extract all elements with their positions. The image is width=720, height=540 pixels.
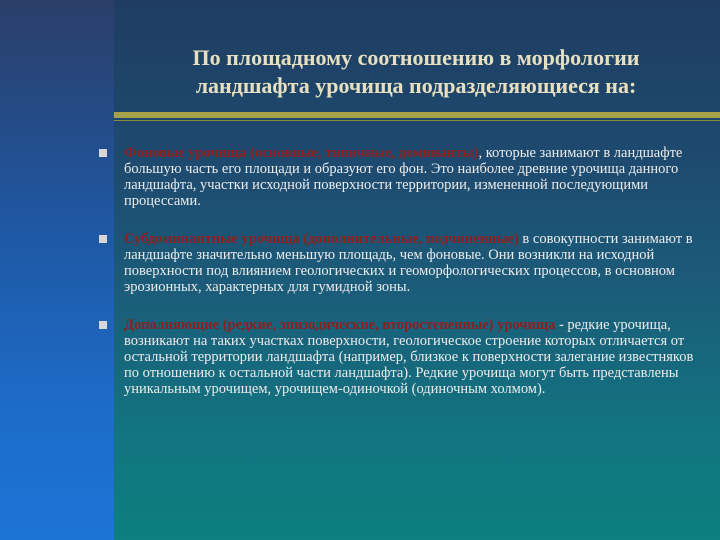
slide-title <box>116 44 716 100</box>
bullet-item <box>96 231 696 295</box>
title-underline <box>114 112 720 118</box>
bullet-term: Дополняющие (редкие, эпизодические, второстепенные) урочища <box>124 317 556 333</box>
bullet-term: Фоновые урочища (основные, типичные, доминанты) <box>124 145 479 161</box>
square-bullet-icon <box>99 235 107 243</box>
square-bullet-icon <box>99 321 107 329</box>
bullet-list <box>96 145 696 419</box>
bullet-text: - редкие урочища, возникают на таких участках поверхности, геологическое строение которых отличается от остальной территории ландшафта (например, близкое к поверхности залегание известняков по отношению к остальной части ландшафта). Редкие урочища могут быть представлены уникальным урочищем, урочищем-одиночкой (одиночным холмом). <box>124 317 694 397</box>
bullet-item <box>96 317 696 397</box>
bullet-term: Субдоминантные урочища (дополнительные, подчиненные) <box>124 231 519 247</box>
bullet-text: , которые занимают в ландшафте большую часть его площади и образуют его фон. Это наиболее древние урочища данного ландшафта, участки исходной поверхности территории, измененной последующими процессами. <box>124 145 683 209</box>
title-line-1: По площадному соотношению в морфологии <box>192 45 640 70</box>
bullet-item <box>96 145 696 209</box>
bullet-text: в совокупности занимают в ландшафте значительно меньшую площадь, чем фоновые. Они возникли на исходной поверхности под влиянием геологических и геоморфологических процессов, в основном эрозионных, характерных для гумидной зоны. <box>124 231 693 295</box>
square-bullet-icon <box>99 149 107 157</box>
title-line-2: ландшафта урочища подразделяющиеся на: <box>195 73 637 98</box>
title-underline-thin <box>114 120 720 121</box>
